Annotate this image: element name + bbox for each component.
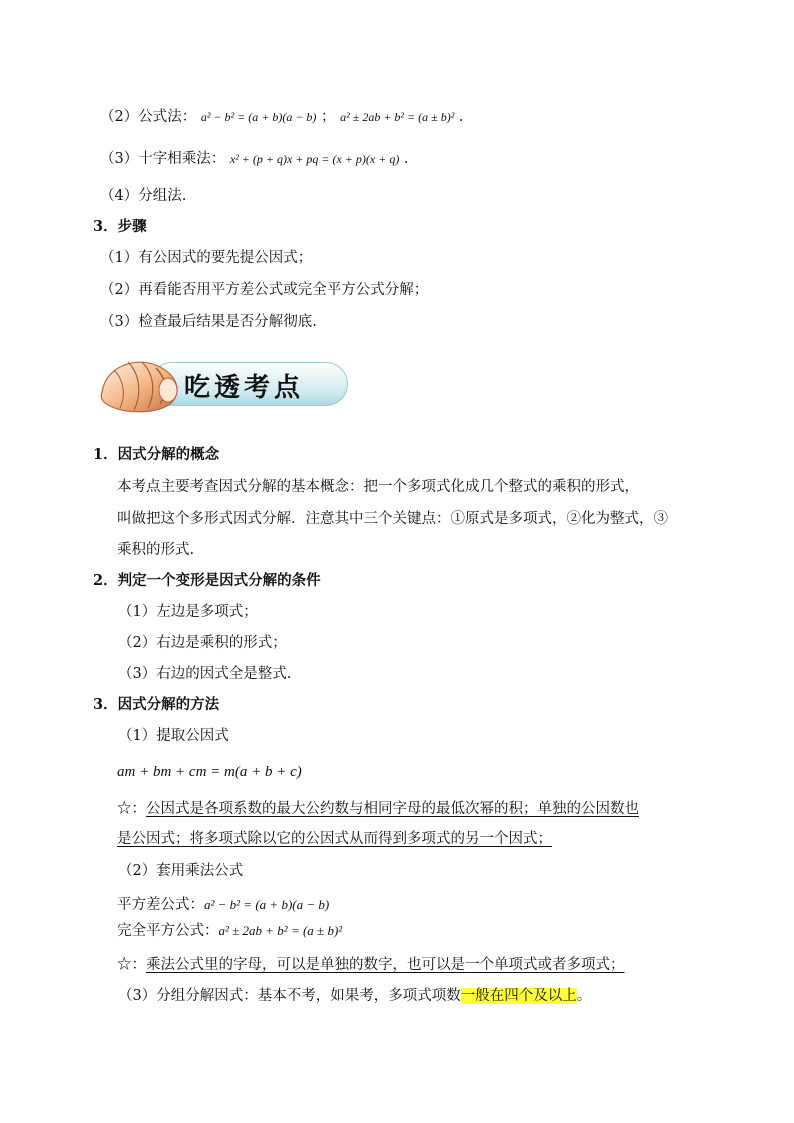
grouping-text: （3）分组分解因式：基本不考，如果考，多项式项数	[118, 988, 461, 1004]
cross-multiplication-formula: x² + (p + q)x + pq = (x + p)(x + q)	[229, 152, 400, 166]
methods-heading: 3．因式分解的方法	[93, 696, 220, 713]
formula-method-item	[100, 108, 464, 126]
item-label: （2）公式法：	[100, 109, 197, 125]
note-text: 公因式是各项系数的最大公约数与相同字母的最低次幂的积；单独的公因数也	[146, 801, 639, 817]
conditions-heading: 2．判定一个变形是因式分解的条件	[93, 572, 321, 589]
period: 。	[576, 988, 592, 1004]
concept-line: 本考点主要考查因式分解的基本概念：把一个多项式化成几个整式的乘积的形式，	[117, 479, 639, 495]
condition-item: （2）右边是乘积的形式；	[118, 635, 287, 651]
steps-heading: 3．步骤	[93, 218, 147, 235]
difference-of-squares-formula: a² − b² = (a + b)(a − b)	[200, 110, 317, 124]
difference-of-squares-line	[117, 896, 329, 914]
item-label: （3）十字相乘法：	[100, 151, 226, 167]
concept-line: 叫做把这个多形式因式分解．注意其中三个关键点：①原式是多项式，②化为整式，③	[117, 511, 668, 527]
difference-of-squares-formula: a² − b² = (a + b)(a − b)	[204, 897, 330, 912]
concept-heading: 1．因式分解的概念	[93, 446, 220, 463]
note-common-factor-line1	[117, 800, 639, 818]
step-item: （3）检查最后结果是否分解彻底.	[100, 314, 317, 330]
note-formula-letters	[117, 956, 625, 974]
step-item: （1）有公因式的要先提公因式；	[100, 250, 313, 266]
method-sub-heading: （1）提取公因式	[118, 728, 229, 744]
perfect-square-line	[117, 922, 342, 940]
star-icon: ☆：	[117, 801, 146, 817]
formula-label: 平方差公式：	[117, 897, 204, 913]
step-item: （2）再看能否用平方差公式或完全平方公式分解；	[100, 282, 429, 298]
separator: ；	[321, 109, 336, 125]
concept-line: 乘积的形式.	[117, 542, 195, 558]
highlighted-text: 一般在四个及以上	[460, 988, 577, 1004]
period: .	[403, 151, 409, 167]
method-sub-heading: （2）套用乘法公式	[118, 863, 244, 879]
grouping-item: （4）分组法.	[100, 188, 187, 204]
condition-item: （1）左边是多项式；	[118, 604, 258, 620]
grouping-method-line	[118, 987, 591, 1005]
cross-multiplication-item	[100, 150, 409, 168]
note-text: 乘法公式里的字母，可以是单独的数字，也可以是一个单项式或者多项式；	[146, 957, 625, 973]
section-banner	[96, 352, 352, 416]
star-icon: ☆：	[117, 957, 146, 973]
perfect-square-formula: a² ± 2ab + b² = (a ± b)²	[340, 110, 455, 124]
banner-title: 吃透考点	[184, 373, 305, 403]
formula-label: 完全平方公式：	[117, 923, 219, 939]
perfect-square-formula: a² ± 2ab + b² = (a ± b)²	[218, 923, 343, 938]
common-factor-formula: am + bm + cm = m(a + b + c)	[117, 764, 302, 780]
period: .	[458, 109, 464, 125]
note-common-factor-line2: 是公因式；将多项式除以它的公因式从而得到多项式的另一个因式；	[117, 831, 552, 847]
condition-item: （3）右边的因式全是整式.	[118, 666, 292, 682]
seashell-icon	[96, 352, 188, 416]
